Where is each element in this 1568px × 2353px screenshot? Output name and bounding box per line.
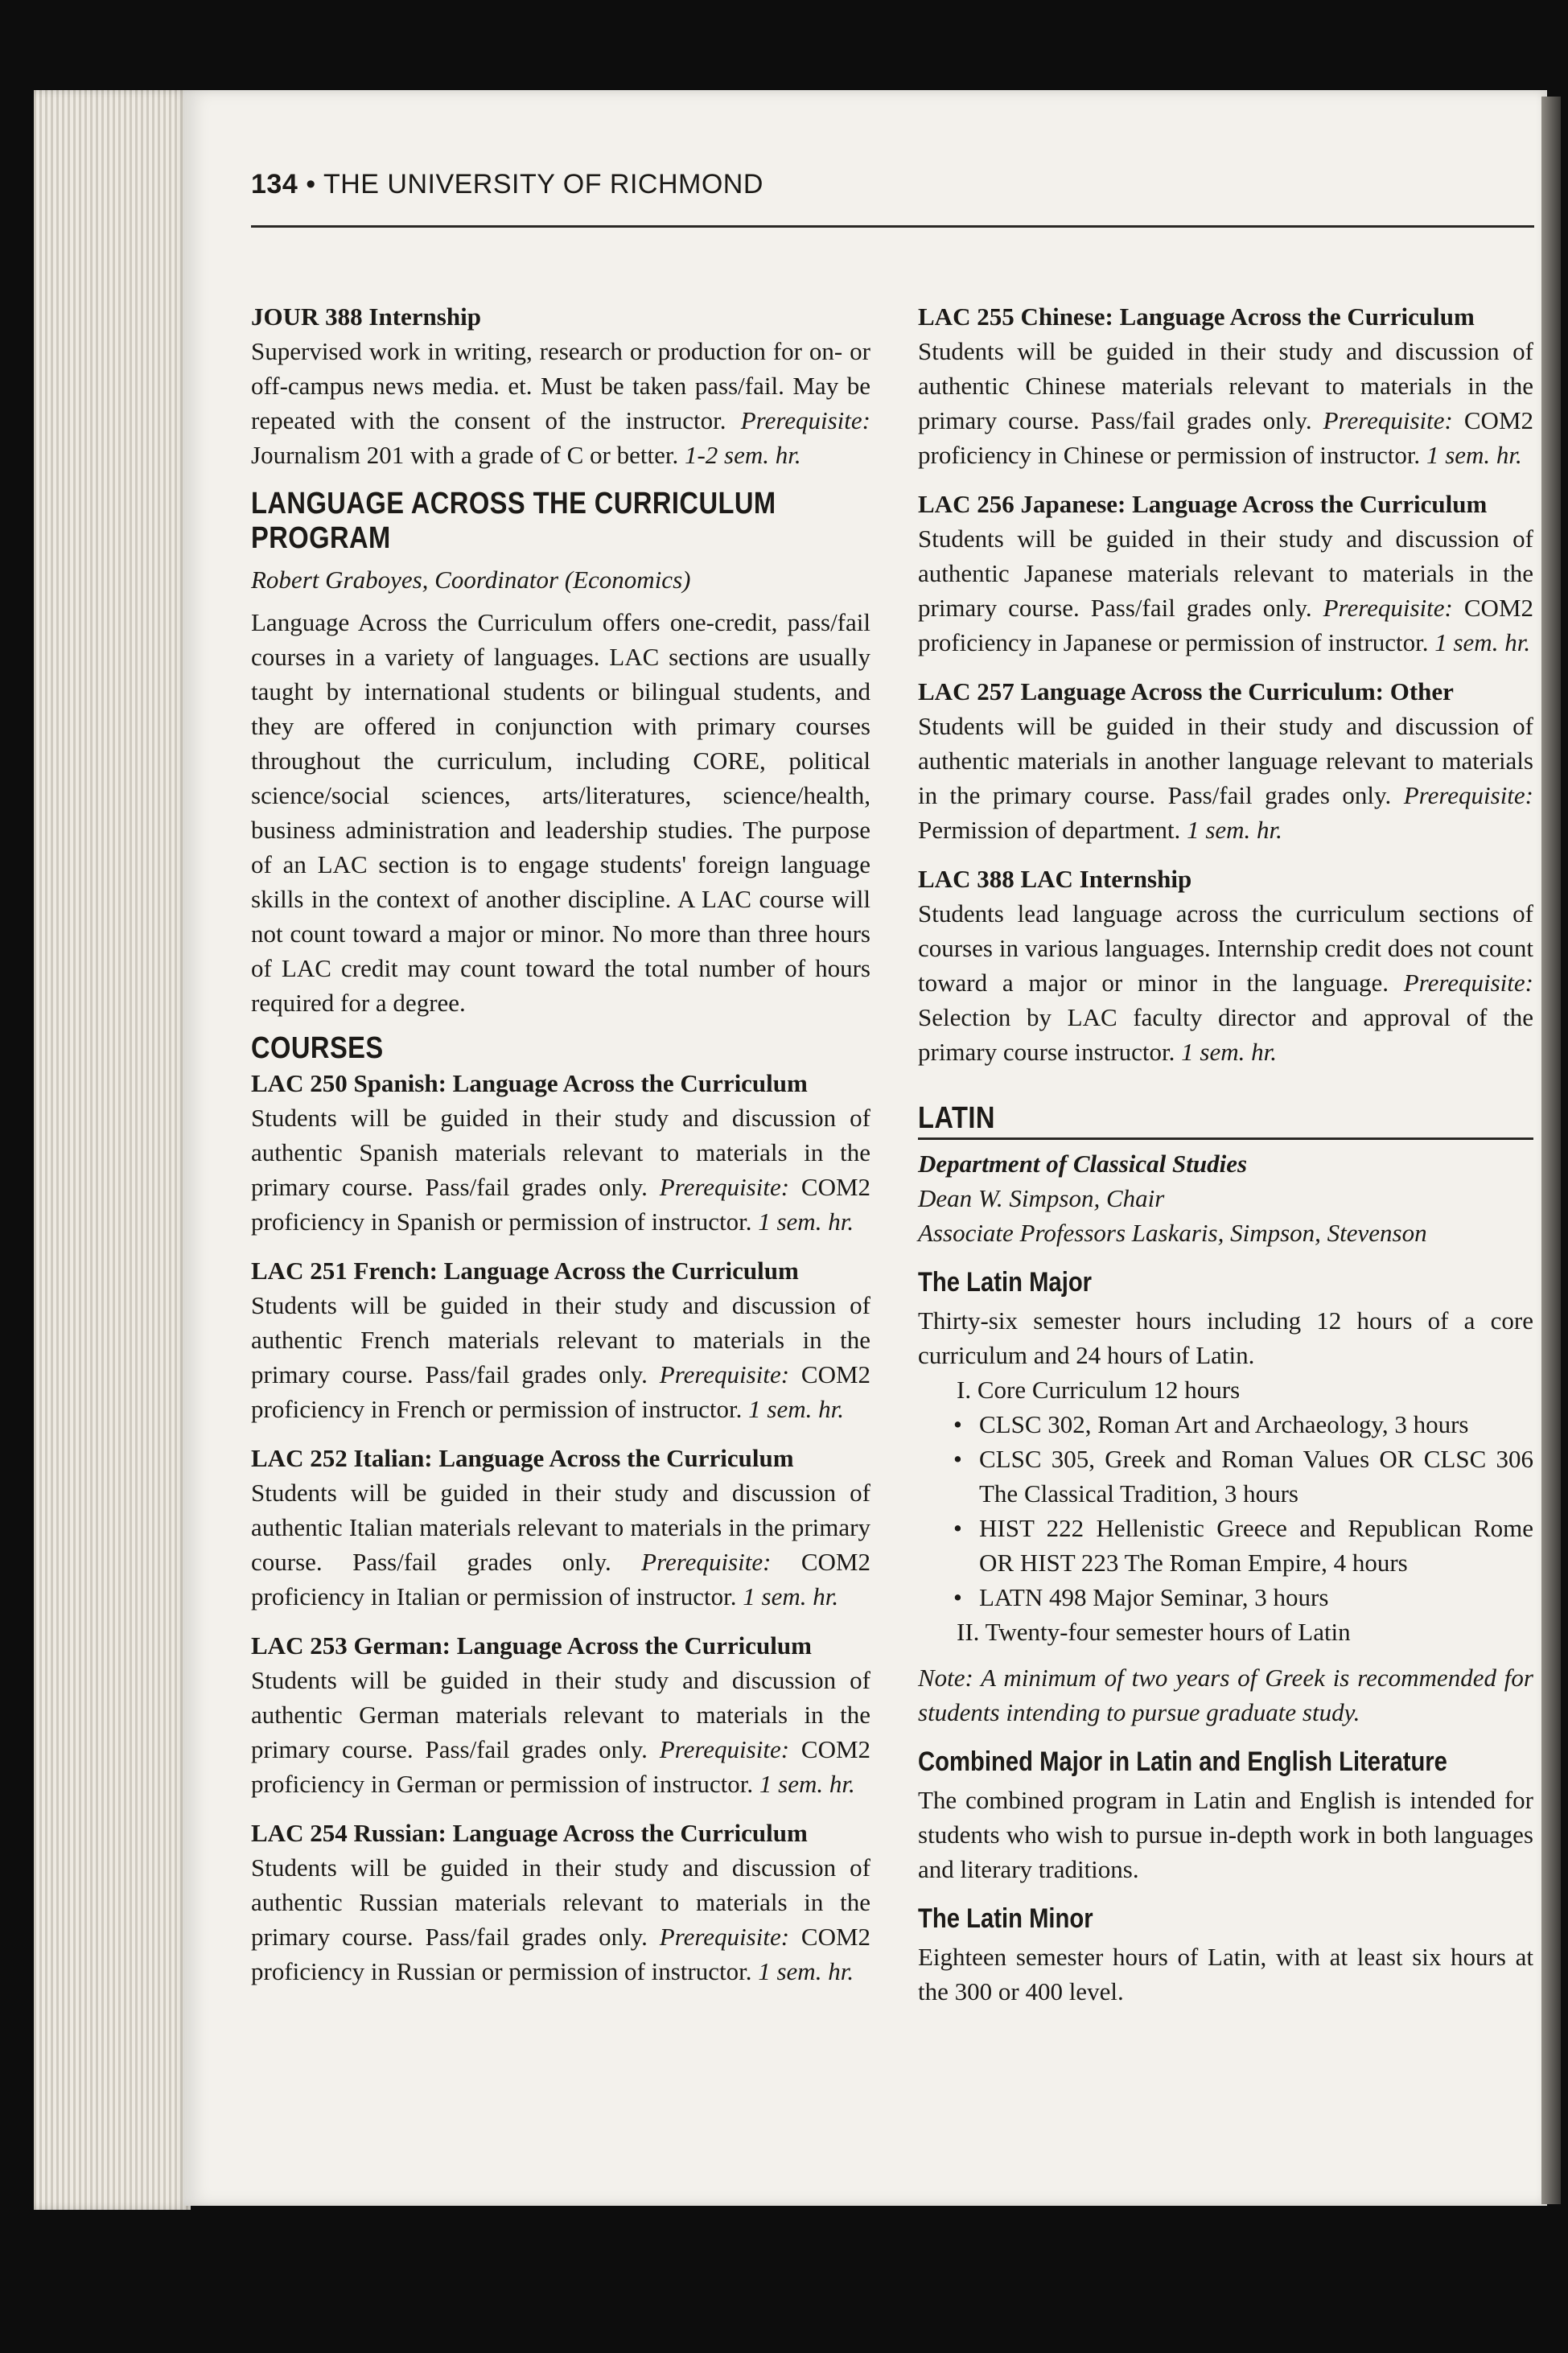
course-title: LAC 256 Japanese: Language Across the Curriculum [918,490,1488,518]
lac-program-heading: LANGUAGE ACROSS THE CURRICULUM PROGRAM [251,487,776,555]
latin-major-heading: The Latin Major [918,1267,1093,1298]
course-title: LAC 257 Language Across the Curriculum: Other [918,677,1454,705]
graduate-note: Note: A minimum of two years of Greek is recommended for students intending to pursue graduate study. [918,1664,1533,1726]
course-entry [251,1253,870,1426]
course-entry [251,1816,870,1989]
course-entry-jour388 [251,299,870,472]
combined-major-heading: Combined Major in Latin and English Literature [918,1746,1447,1777]
course-entry [918,299,1533,472]
course-entry [251,1441,870,1614]
latin-minor-heading: The Latin Minor [918,1903,1093,1934]
lac-description: Language Across the Curriculum offers one-credit, pass/fail courses in a variety of languages. LAC sections are usually taught by international students or bilingual students, and they are offered in conjunction with primary courses throughout the curriculum, including CORE, political science/social sciences, arts/literatures, science/health, business administration and leadership studies. The purpose of an LAC section is to engage students' foreign language skills in the context of another discipline. A LAC course will not count toward a major or minor. No more than three hours of LAC credit may count toward the total number of hours required for a degree. [251,608,870,1017]
course-body: Students will be guided in their study and discussion of authentic Italian materials relevant to materials in the primary course. Pass/fail grades only. Prerequisite: COM2 proficiency in Italian or permission of instructor. 1 sem. hr. [251,1479,870,1610]
list-item: • CLSC 302, Roman Art and Archaeology, 3 hours [979,1407,1533,1442]
bullet-icon: • [953,1514,962,1542]
list-item: • HIST 222 Hellenistic Greece and Republican Rome OR HIST 223 The Roman Empire, 4 hours [979,1511,1533,1580]
course-body: Students will be guided in their study and discussion of authentic materials in another language relevant to materials in the primary course. Pass/fail grades only. Prerequisite: Permission of department. 1 sem. hr. [918,712,1534,844]
lac-coordinator: Robert Graboyes, Coordinator (Economics) [251,566,691,594]
courses-heading: COURSES [251,1031,384,1065]
course-body: Students will be guided in their study and discussion of authentic German materials relevant to materials in the primary course. Pass/fail grades only. Prerequisite: COM2 proficiency in German or permission of instructor. 1 sem. hr. [251,1666,871,1798]
course-body: Supervised work in writing, research or production for on- or off-campus news media. et. Must be taken pass/fail. May be repeated with the consent of the instructor. Prerequisite: Journalism 201 with a grade of C or better. 1-2 sem. hr. [251,337,870,469]
latin-chair: Dean W. Simpson, Chair [918,1184,1165,1212]
course-entry [251,1066,870,1239]
latin-rule [918,1137,1533,1140]
latin-department: Department of Classical Studies [918,1150,1248,1178]
course-entry [918,674,1533,847]
course-title: LAC 251 French: Language Across the Curriculum [251,1257,799,1285]
latin-hours-label: II. Twenty-four semester hours of Latin [957,1618,1351,1646]
bullet-icon: • [953,1410,962,1438]
left-column [251,299,870,2003]
header-rule [251,225,1534,228]
course-title: LAC 388 LAC Internship [918,865,1192,893]
course-title: LAC 254 Russian: Language Across the Curriculum [251,1819,808,1847]
latin-heading: LATIN [918,1101,995,1135]
right-page-strip [1541,97,1561,2204]
course-title: LAC 255 Chinese: Language Across the Curriculum [918,302,1475,331]
core-curriculum-label: I. Core Curriculum 12 hours [957,1376,1241,1404]
list-item: • LATN 498 Major Seminar, 3 hours [979,1580,1533,1615]
course-entry [918,487,1533,660]
latin-minor-text: Eighteen semester hours of Latin, with at least six hours at the 300 or 400 level. [918,1943,1533,2005]
bullet-icon: • [953,1445,962,1473]
course-body: Students will be guided in their study and discussion of authentic Japanese materials relevant to materials in the primary course. Pass/fail grades only. Prerequisite: COM2 proficiency in Japanese or permission of instructor. 1 sem. hr. [918,524,1534,656]
core-curriculum-list [918,1407,1533,1615]
course-body: Students lead language across the curriculum sections of courses in various languages. Internship credit does not count toward a major or minor in the language. Prerequisite: Selection by LAC faculty director and approval of the primary course instructor. 1 sem. hr. [918,899,1533,1066]
page-number: 134 [251,169,298,200]
running-header [251,169,1534,200]
list-item: • CLSC 305, Greek and Roman Values OR CLSC 306 The Classical Tradition, 3 hours [979,1442,1533,1511]
course-title: LAC 252 Italian: Language Across the Curriculum [251,1444,794,1472]
course-body: Students will be guided in their study and discussion of authentic Chinese materials relevant to materials in the primary course. Pass/fail grades only. Prerequisite: COM2 proficiency in Chinese or permission of instructor. 1 sem. hr. [918,337,1534,469]
combined-major-text: The combined program in Latin and English is intended for students who wish to pursue in-depth work in both languages and literary traditions. [918,1786,1533,1883]
page-stack-edge [34,90,191,2210]
course-entry [918,862,1533,1069]
course-body: Students will be guided in their study and discussion of authentic Russian materials relevant to materials in the primary course. Pass/fail grades only. Prerequisite: COM2 proficiency in Russian or permission of instructor. 1 sem. hr. [251,1853,871,1985]
course-body: Students will be guided in their study and discussion of authentic Spanish materials relevant to materials in the primary course. Pass/fail grades only. Prerequisite: COM2 proficiency in Spanish or permission of instructor. 1 sem. hr. [251,1104,871,1236]
right-column [918,299,1533,2020]
bullet-icon: • [953,1583,962,1611]
header-title: THE UNIVERSITY OF RICHMOND [323,169,763,200]
course-title: JOUR 388 Internship [251,302,481,331]
course-body: Students will be guided in their study and discussion of authentic French materials relevant to materials in the primary course. Pass/fail grades only. Prerequisite: COM2 proficiency in French or permission of instructor. 1 sem. hr. [251,1291,871,1423]
course-title: LAC 250 Spanish: Language Across the Curriculum [251,1069,808,1097]
latin-major-text: Thirty-six semester hours including 12 hours of a core curriculum and 24 hours of Latin. [918,1306,1533,1369]
header-separator: • [306,169,316,200]
course-title: LAC 253 German: Language Across the Curriculum [251,1631,812,1660]
latin-associates: Associate Professors Laskaris, Simpson, Stevenson [918,1219,1427,1247]
course-entry [251,1628,870,1801]
